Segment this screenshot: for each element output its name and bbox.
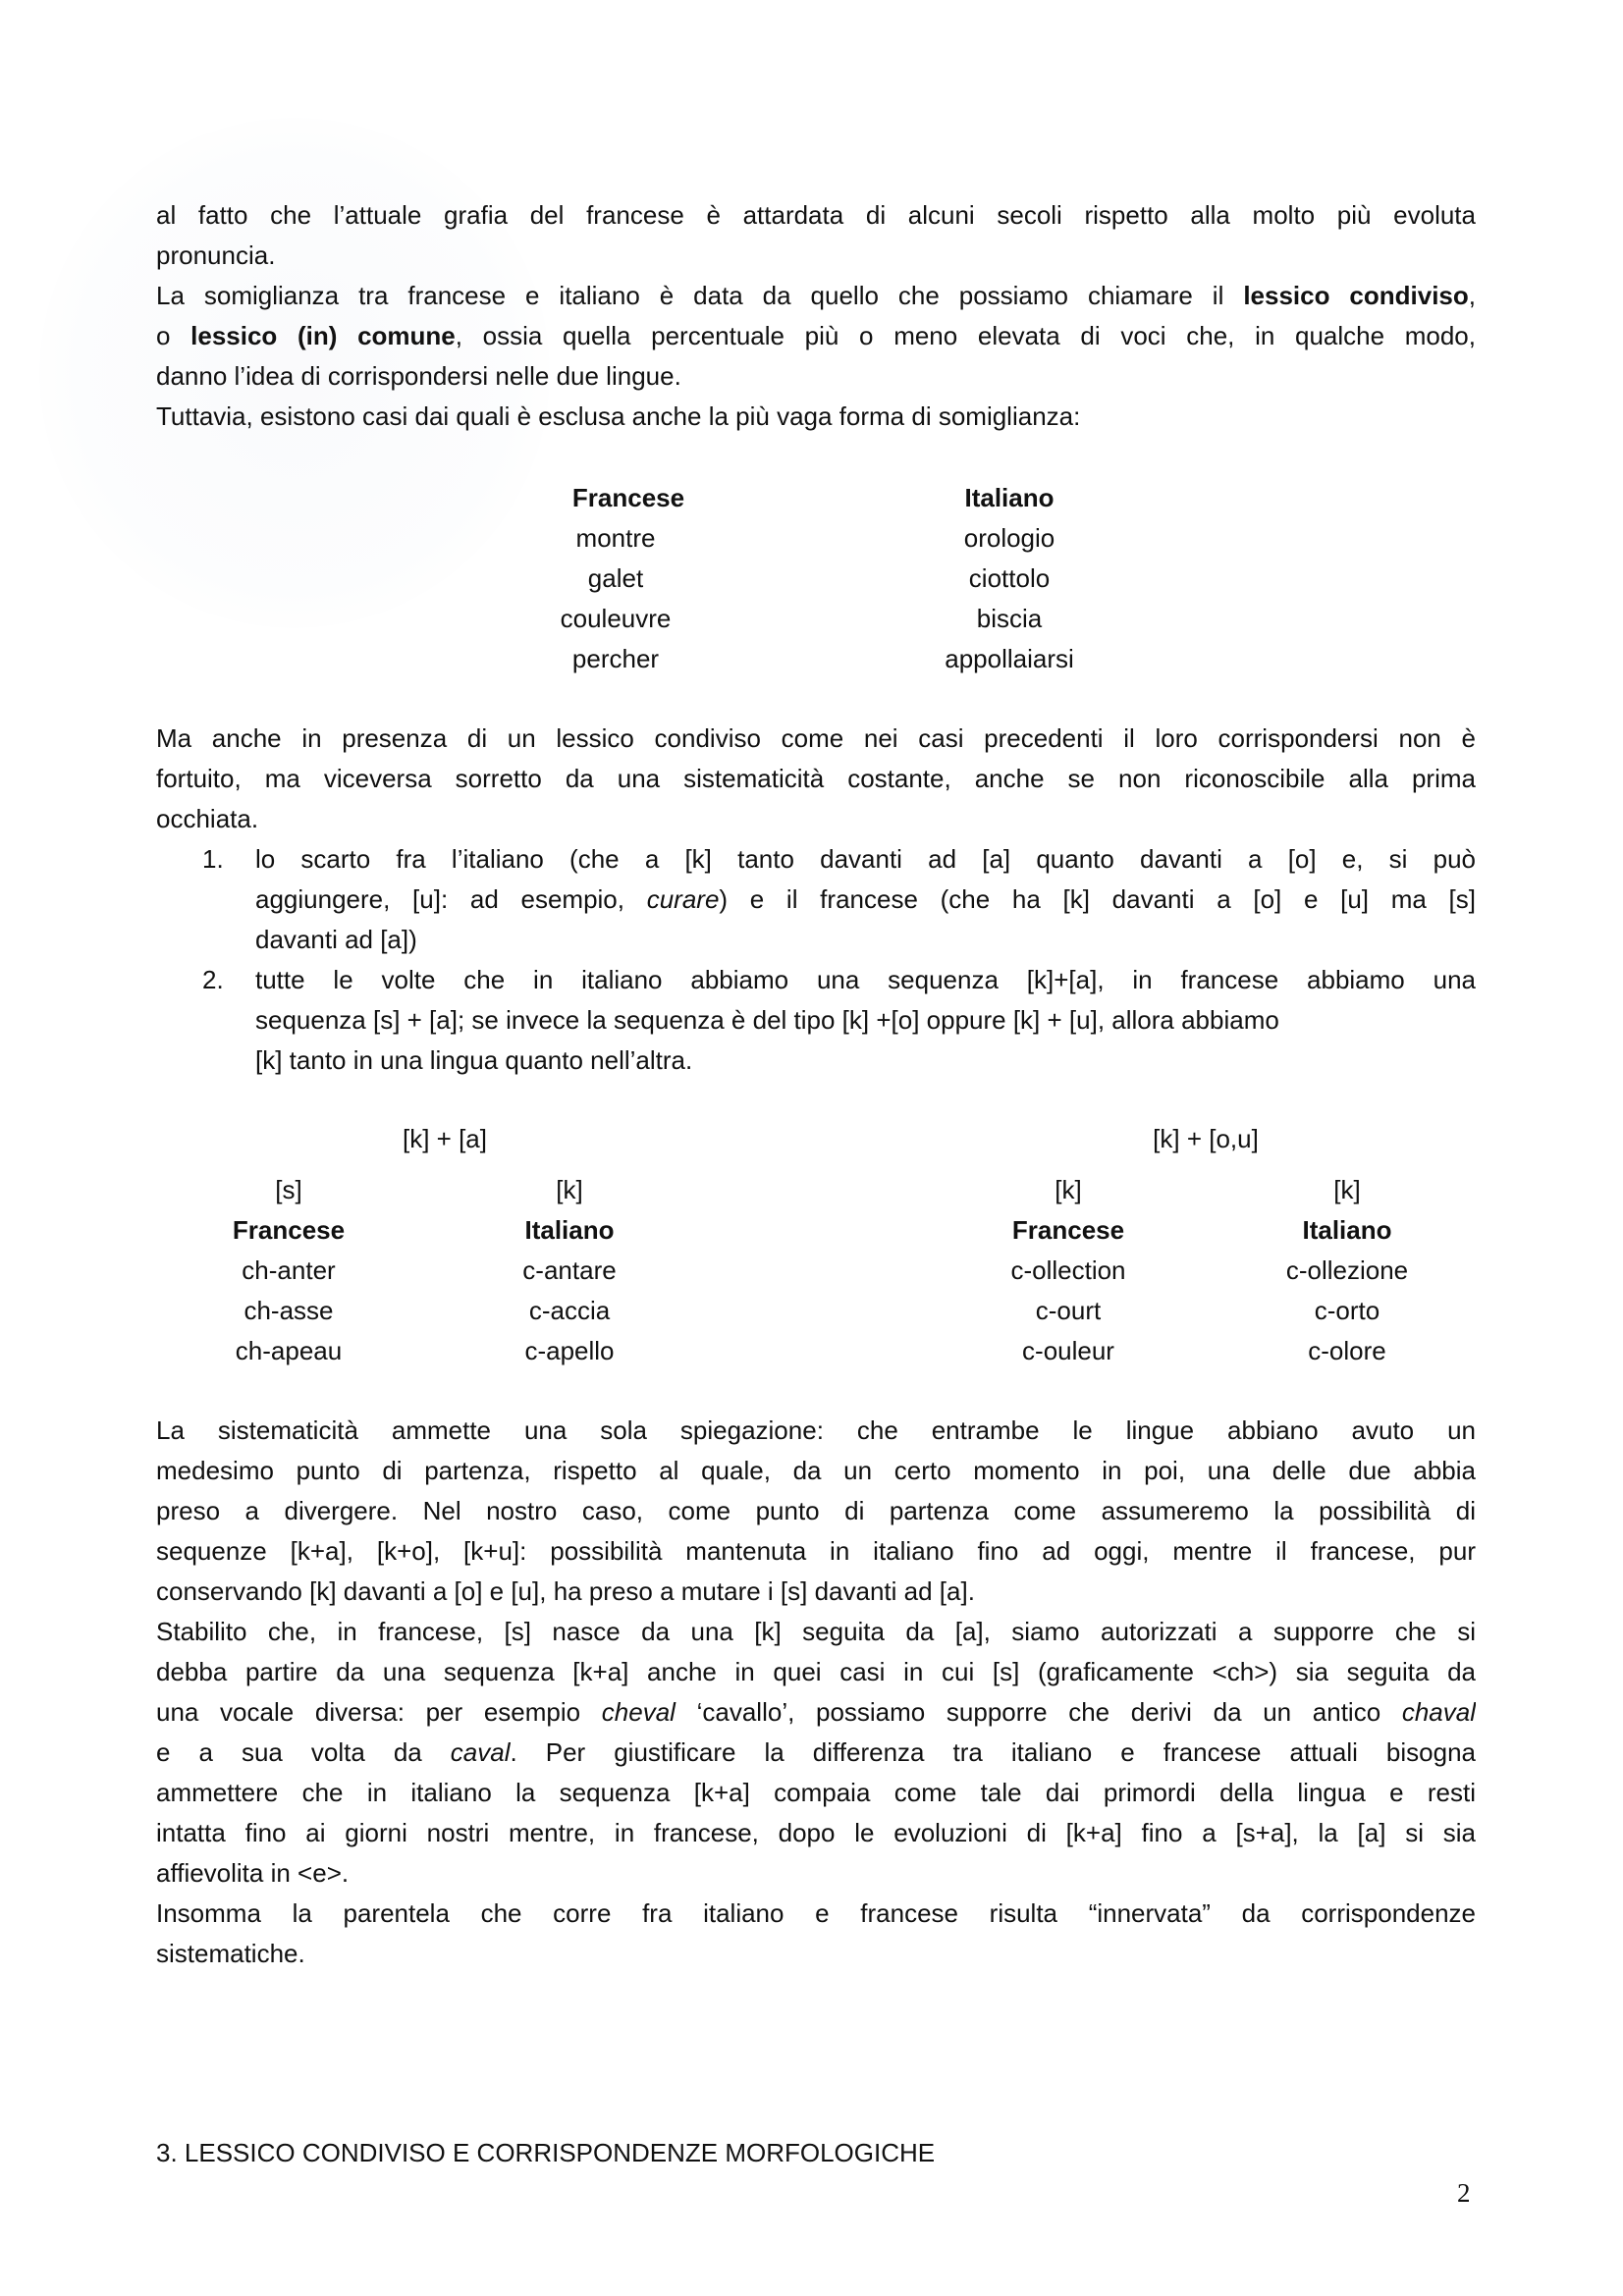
group-title: [k] + [o,u] bbox=[1153, 1124, 1259, 1153]
list-number: 2. bbox=[202, 965, 224, 994]
text-segment: conservando [k] davanti a [o] e [u], ha preso a mutare i [s] davanti ad [a]. bbox=[156, 1576, 975, 1606]
text-segment: intatta fino ai giorni nostri mentre, in francese, dopo le evoluzioni di [k+a] fino a [s+a], la [a] si sia bbox=[156, 1818, 1476, 1847]
text-segment: , bbox=[1468, 281, 1476, 310]
table-cell: biscia bbox=[976, 604, 1043, 633]
text-segment: . Per giustificare la differenza tra italiano e francese attuali bisogna bbox=[510, 1737, 1476, 1767]
italic-term: curare bbox=[646, 884, 720, 914]
table-cell: couleuvre bbox=[560, 604, 672, 633]
group-title: [k] + [a] bbox=[403, 1124, 487, 1153]
text-line bbox=[156, 316, 1476, 356]
section-heading: 3. LESSICO CONDIVISO E CORRISPONDENZE MORFOLOGICHE bbox=[156, 2138, 936, 2167]
sound-label: [k] bbox=[556, 1175, 583, 1204]
text-line bbox=[156, 1411, 1476, 1451]
text-segment: ) e il francese (che ha [k] davanti a [o] e [u] ma [s] bbox=[719, 884, 1476, 914]
bold-term: lessico condiviso bbox=[1243, 281, 1469, 310]
text-line bbox=[255, 920, 1476, 960]
sound-label: [k] bbox=[1055, 1175, 1082, 1204]
text-line bbox=[255, 1000, 1476, 1041]
text-segment: Ma anche in presenza di un lessico condiviso come nei casi precedenti il loro corrispondersi non è bbox=[156, 723, 1476, 753]
text-segment: sistematiche. bbox=[156, 1939, 305, 1968]
table-cell: montre bbox=[575, 523, 656, 553]
text-line bbox=[156, 1853, 1476, 1894]
column-header: Italiano bbox=[524, 1215, 615, 1245]
table-cell: appollaiarsi bbox=[945, 644, 1074, 673]
text-line bbox=[255, 960, 1476, 1000]
bold-term: lessico (in) comune bbox=[190, 321, 456, 350]
text-segment: [k] tanto in una lingua quanto nell’altra. bbox=[255, 1045, 693, 1075]
table-cell: c-ollection bbox=[1010, 1255, 1126, 1285]
table-cell: c-ollezione bbox=[1285, 1255, 1409, 1285]
table-cell: galet bbox=[587, 563, 644, 593]
text-line bbox=[156, 1733, 1476, 1773]
text-line bbox=[255, 1041, 1476, 1081]
paragraph-explanation bbox=[156, 1411, 1476, 1974]
text-segment: una vocale diversa: per esempio bbox=[156, 1697, 602, 1727]
table-cell: ciottolo bbox=[968, 563, 1051, 593]
table-cell: c-olore bbox=[1308, 1336, 1386, 1365]
table-cell: ch-apeau bbox=[235, 1336, 343, 1365]
text-line bbox=[156, 1934, 1476, 1974]
table-cell: c-orto bbox=[1314, 1296, 1380, 1325]
text-segment: aggiungere, [u]: ad esempio, bbox=[255, 884, 647, 914]
text-segment: al fatto che l’attuale grafia del francese è attardata di alcuni secoli rispetto alla molto più evoluta bbox=[156, 200, 1476, 230]
text-segment: pronuncia. bbox=[156, 240, 276, 270]
text-line bbox=[156, 397, 1476, 437]
text-segment: danno l’idea di corrispondersi nelle due lingue. bbox=[156, 361, 681, 391]
text-line bbox=[156, 1451, 1476, 1491]
text-line bbox=[156, 1491, 1476, 1531]
italic-term: chaval bbox=[1401, 1697, 1476, 1727]
text-segment: Insomma la parentela che corre fra italiano e francese risulta “innervata” da corrispondenze bbox=[156, 1898, 1476, 1928]
text-segment: medesimo punto di partenza, rispetto al quale, da un certo momento in poi, una delle due abbia bbox=[156, 1456, 1476, 1485]
text-segment: La sistematicità ammette una sola spiegazione: che entrambe le lingue abbiano avuto un bbox=[156, 1415, 1476, 1445]
text-segment: ‘cavallo’, possiamo supporre che derivi da un antico bbox=[675, 1697, 1402, 1727]
text-segment: tutte le volte che in italiano abbiamo una sequenza [k]+[a], in francese abbiamo una bbox=[255, 965, 1476, 994]
text-segment: , ossia quella percentuale più o meno elevata di voci che, in qualche modo, bbox=[455, 321, 1476, 350]
table-cell: c-apello bbox=[524, 1336, 615, 1365]
list-item bbox=[202, 839, 1476, 960]
numbered-list bbox=[202, 839, 1476, 1081]
text-segment: sequenze [k+a], [k+o], [k+u]: possibilità mantenuta in italiano fino ad oggi, mentre il francese, pur bbox=[156, 1536, 1476, 1566]
table-cell: c-antare bbox=[522, 1255, 617, 1285]
column-header: Francese bbox=[1011, 1215, 1125, 1245]
text-line bbox=[156, 719, 1476, 759]
text-line bbox=[156, 276, 1476, 316]
column-header: Francese bbox=[571, 483, 685, 512]
column-header: Italiano bbox=[964, 483, 1055, 512]
italic-term: caval bbox=[450, 1737, 511, 1767]
text-line bbox=[156, 1572, 1476, 1612]
column-header: Italiano bbox=[1302, 1215, 1392, 1245]
table-cell: c-accia bbox=[528, 1296, 611, 1325]
table-cell: c-ouleur bbox=[1022, 1336, 1114, 1365]
text-segment: Stabilito che, in francese, [s] nasce da una [k] seguita da [a], siamo autorizzati a supporre che si bbox=[156, 1617, 1476, 1646]
text-line bbox=[156, 1894, 1476, 1934]
table-cell: ch-anter bbox=[242, 1255, 336, 1285]
list-item bbox=[202, 960, 1476, 1081]
table-cell: c-ourt bbox=[1035, 1296, 1102, 1325]
text-segment: affievolita in <e>. bbox=[156, 1858, 350, 1888]
table-cell: percher bbox=[571, 644, 660, 673]
text-segment: Tuttavia, esistono casi dai quali è esclusa anche la più vaga forma di somiglianza: bbox=[156, 401, 1081, 431]
text-segment: o bbox=[156, 321, 191, 350]
sound-label: [s] bbox=[275, 1175, 302, 1204]
text-line bbox=[156, 759, 1476, 799]
page-number: 2 bbox=[1457, 2178, 1471, 2208]
list-number: 1. bbox=[202, 844, 224, 874]
text-segment: preso a divergere. Nel nostro caso, come punto di partenza come assumeremo la possibilità di bbox=[156, 1496, 1476, 1525]
table-cell: orologio bbox=[963, 523, 1055, 553]
text-line bbox=[156, 1692, 1476, 1733]
text-segment: debba partire da una sequenza [k+a] anche in quei casi in cui [s] (graficamente <ch>) sia seguita da bbox=[156, 1657, 1476, 1686]
text-line bbox=[156, 1652, 1476, 1692]
text-line bbox=[156, 1813, 1476, 1853]
column-header: Francese bbox=[232, 1215, 346, 1245]
text-line bbox=[255, 839, 1476, 880]
paragraph-systematicity bbox=[156, 719, 1476, 839]
text-line bbox=[156, 1531, 1476, 1572]
sound-label: [k] bbox=[1333, 1175, 1361, 1204]
text-line bbox=[156, 236, 1476, 276]
text-line bbox=[255, 880, 1476, 920]
text-segment: lo scarto fra l’italiano (che a [k] tanto davanti ad [a] quanto davanti a [o] e, si può bbox=[255, 844, 1476, 874]
text-line bbox=[156, 1612, 1476, 1652]
table-cell: ch-asse bbox=[243, 1296, 334, 1325]
text-segment: davanti ad [a]) bbox=[255, 925, 417, 954]
text-segment: ammettere che in italiano la sequenza [k+a] compaia come tale dai primordi della lingua e resti bbox=[156, 1778, 1476, 1807]
text-line bbox=[156, 799, 1476, 839]
text-segment: e a sua volta da bbox=[156, 1737, 451, 1767]
text-segment: occhiata. bbox=[156, 804, 259, 833]
text-segment: fortuito, ma viceversa sorretto da una sistematicità costante, anche se non riconoscibile alla prima bbox=[156, 764, 1476, 793]
text-segment: sequenza [s] + [a]; se invece la sequenza è del tipo [k] +[o] oppure [k] + [u], allora abbiamo bbox=[255, 1005, 1279, 1035]
text-line bbox=[156, 1773, 1476, 1813]
text-segment: La somiglianza tra francese e italiano è data da quello che possiamo chiamare il bbox=[156, 281, 1244, 310]
italic-term: cheval bbox=[601, 1697, 676, 1727]
text-line bbox=[156, 195, 1476, 236]
paragraph-intro bbox=[156, 195, 1476, 437]
text-line bbox=[156, 356, 1476, 397]
